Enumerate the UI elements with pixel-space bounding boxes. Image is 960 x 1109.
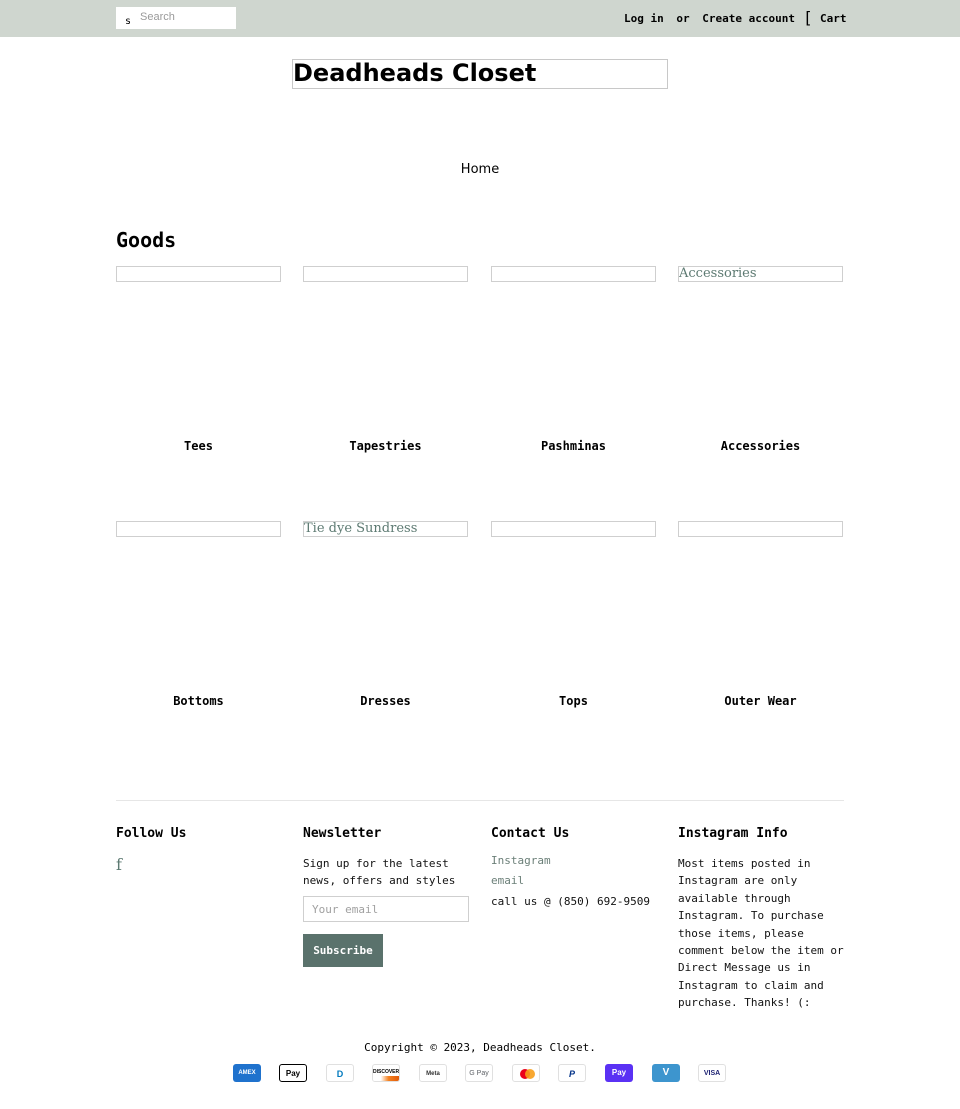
contact-title: Contact Us xyxy=(491,826,570,841)
site-logo[interactable] xyxy=(292,59,668,89)
create-account-link[interactable]: Create account xyxy=(702,12,795,25)
discover-label: DISCOVER xyxy=(373,1069,400,1075)
instagram-link[interactable]: Instagram xyxy=(491,854,551,867)
collection-image[interactable]: Accessories xyxy=(678,266,843,282)
shop-pay-icon: Pay xyxy=(605,1064,633,1082)
collection-label[interactable]: Accessories xyxy=(720,439,801,453)
instagram-info-text: Most items posted in Instagram are only available through Instagram. To purchase those items, please comment below the item or Direct Message us in Instagram to claim and purchase. Thanks! (: xyxy=(678,857,844,1010)
collection-image[interactable]: Tie dye Sundress xyxy=(303,521,468,537)
apple-pay-label: Pay xyxy=(285,1069,301,1078)
collection-label[interactable]: Bottoms xyxy=(173,694,224,708)
collection-title: Goods xyxy=(116,228,177,252)
footer-contact xyxy=(491,826,659,910)
footer-follow xyxy=(116,826,284,874)
collection-image[interactable] xyxy=(116,266,281,282)
discover-icon xyxy=(372,1064,400,1082)
email-link[interactable]: email xyxy=(491,874,525,887)
instagram-info-title: Instagram Info xyxy=(678,826,788,841)
search-input[interactable] xyxy=(138,7,234,27)
follow-title: Follow Us xyxy=(116,826,187,841)
collection-label[interactable]: Dresses xyxy=(360,694,411,708)
login-link[interactable]: Log in xyxy=(624,12,664,25)
collection-label[interactable]: Pashminas xyxy=(540,439,607,453)
visa-icon: VISA xyxy=(698,1064,726,1082)
paypal-icon: P xyxy=(558,1064,586,1082)
amex-icon: AMEX xyxy=(233,1064,261,1082)
newsletter-title: Newsletter xyxy=(303,826,382,841)
search-box[interactable] xyxy=(116,7,236,29)
collection-image[interactable] xyxy=(491,266,656,282)
mastercard-icon xyxy=(512,1064,540,1082)
apple-pay-icon xyxy=(279,1064,307,1082)
collection-label[interactable]: Tapestries xyxy=(349,439,422,453)
nav-home-link[interactable]: Home xyxy=(460,162,500,177)
site-title[interactable]: Deadheads Closet xyxy=(293,59,537,87)
collection-label[interactable]: Tees xyxy=(184,439,213,453)
search-icon[interactable]: s xyxy=(125,16,132,27)
account-links xyxy=(624,12,795,25)
cart-icon[interactable]: [ xyxy=(803,8,813,27)
diners-club-icon: D xyxy=(326,1064,354,1082)
or-separator: or xyxy=(676,12,690,25)
venmo-icon: V xyxy=(652,1064,680,1082)
footer-newsletter xyxy=(303,826,471,890)
footer-instagram-info xyxy=(678,826,846,1012)
collection-image[interactable] xyxy=(491,521,656,537)
cart-link[interactable]: Cart xyxy=(820,12,847,25)
collection-image[interactable] xyxy=(303,266,468,282)
footer-divider xyxy=(116,800,844,801)
collection-image[interactable] xyxy=(678,521,843,537)
collection-label[interactable]: Outer Wear xyxy=(724,694,797,708)
copyright: Copyright © 2023, Deadheads Closet. xyxy=(364,1041,596,1054)
top-bar xyxy=(0,0,960,37)
google-pay-icon: G Pay xyxy=(465,1064,493,1082)
newsletter-email-input[interactable] xyxy=(303,896,469,922)
subscribe-button[interactable]: Subscribe xyxy=(303,934,383,967)
collection-label[interactable]: Tops xyxy=(559,694,588,708)
newsletter-text: Sign up for the latest news, offers and styles xyxy=(303,857,456,888)
collection-image[interactable] xyxy=(116,521,281,537)
contact-phone: call us @ (850) 692-9509 xyxy=(491,895,650,908)
facebook-icon[interactable]: f xyxy=(116,855,122,874)
meta-pay-icon: Meta xyxy=(419,1064,447,1082)
